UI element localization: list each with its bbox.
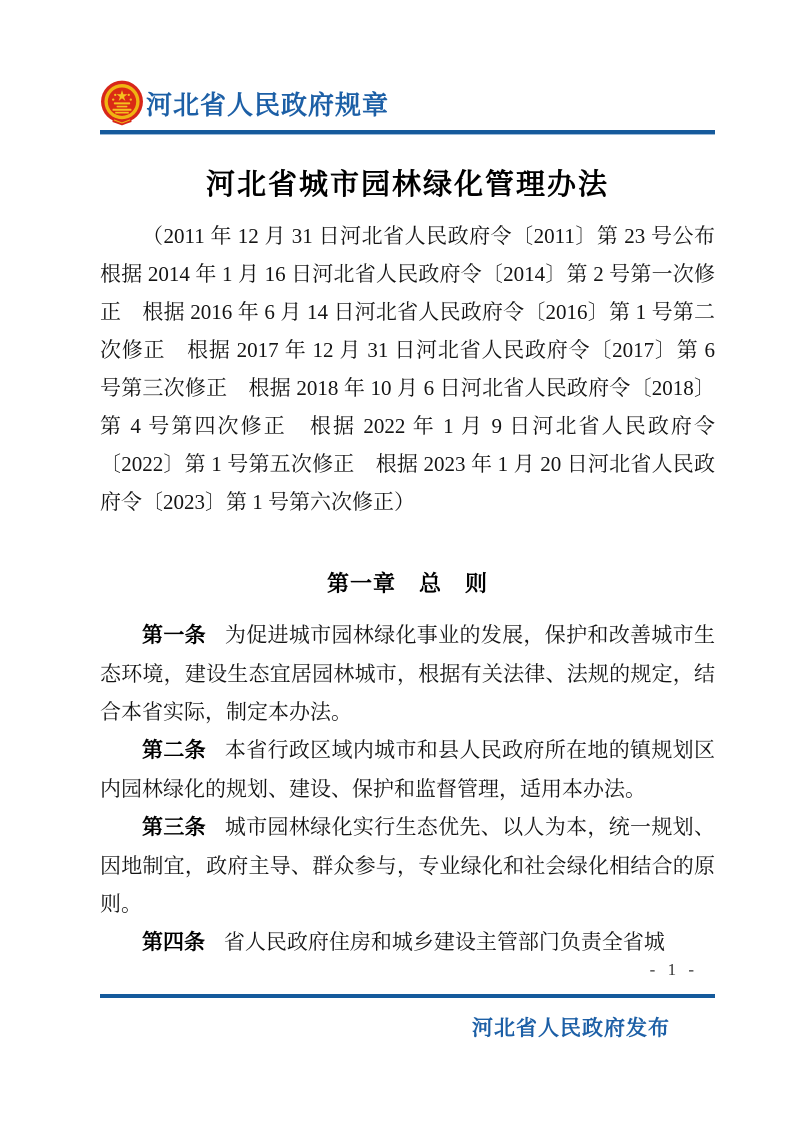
footer-divider [100, 994, 715, 998]
article-paragraph [100, 731, 715, 808]
article-number: 第二条 [142, 739, 206, 762]
publisher-label: 河北省人民政府发布 [472, 1016, 670, 1040]
gov-header-title: 河北省人民政府规章 [146, 90, 390, 120]
article-paragraph [100, 808, 715, 923]
amendment-history-paragraph: （2011 年 12 月 31 日河北省人民政府令〔2011〕第 23 号公布 根据 2014 年 1 月 16 日河北省人民政府令〔2014〕第 2 号第一次修正 根据 2016 年 6 月 14 日河北省人民政府令〔2016〕第 1 号第二次修正 根据 2017 年 12 月 31 日河北省人民政府令〔2017〕第 6 号第三次修正 根据 2018 年 10 月 6 日河北省人民政府令〔2018〕第 4 号第四次修正 根据 2022 年 1 月 9 日河北省人民政府令〔2022〕第 1 号第五次修正 根据 2023 年 1 月 20 日河北省人民政府令〔2023〕第 1 号第六次修正） [100, 224, 736, 514]
article-number: 第四条 [142, 931, 205, 954]
header-divider [100, 130, 715, 135]
article-paragraph [100, 923, 715, 962]
document-title: 河北省城市园林绿化管理办法 [205, 169, 609, 201]
article-text: 本省行政区域内城市和县人民政府所在地的镇规划区内园林绿化的规划、建设、保护和监督管理，适用本办法。 [100, 738, 716, 801]
article-number: 第一条 [142, 624, 206, 647]
article-text: 城市园林绿化实行生态优先、以人为本，统一规划、因地制宜，政府主导、群众参与，专业绿化和社会绿化相结合的原则。 [100, 815, 716, 916]
article-paragraph [100, 616, 715, 731]
page-number: - 1 - [649, 960, 698, 979]
china-national-emblem-icon [100, 80, 144, 126]
article-number: 第三条 [142, 816, 206, 839]
article-text: 为促进城市园林绿化事业的发展，保护和改善城市生态环境，建设生态宜居园林城市，根据有关法律、法规的规定，结合本省实际，制定本办法。 [100, 623, 716, 724]
document-body [100, 162, 736, 962]
gov-header [100, 80, 715, 126]
chapter-heading: 第一章 总 则 [326, 571, 488, 596]
article-text: 省人民政府住房和城乡建设主管部门负责全省城 [223, 930, 665, 954]
